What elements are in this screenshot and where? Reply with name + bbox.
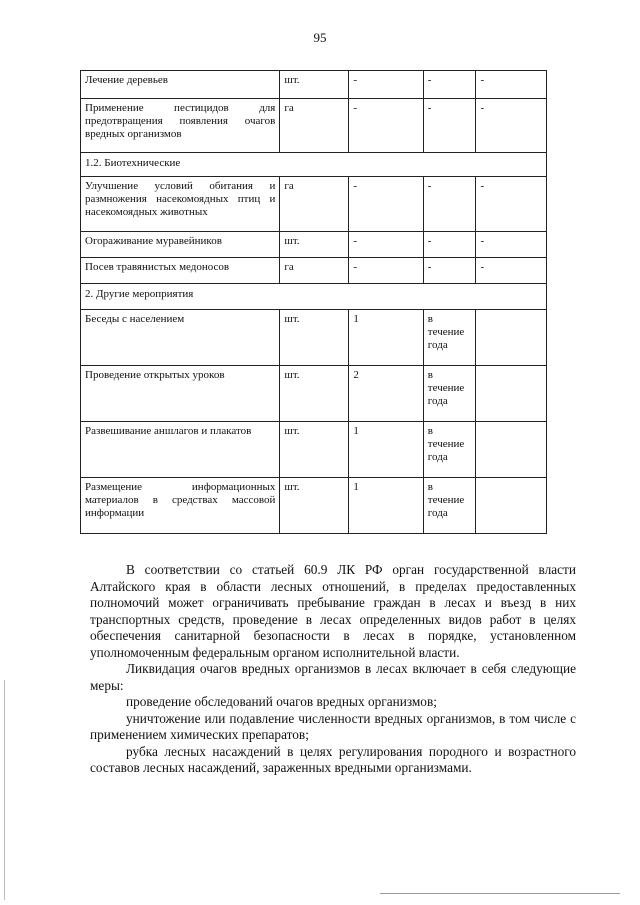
measure-item-felling: рубка лесных насаждений в целях регулирования породного и возрастного составов лесных насаждений, зараженных вредными организмами. [90, 743, 576, 775]
cell-unit: шт. [280, 310, 349, 366]
cell-unit: шт. [280, 71, 349, 99]
table-body [81, 71, 547, 534]
section-title: 1.2. Биотехнические [81, 153, 547, 177]
cell-measure-name: Применение пестицидов для предотвращения появления очагов вредных организмов [81, 99, 280, 153]
cell-volume: - [349, 99, 423, 153]
cell-period: - [423, 99, 476, 153]
cell-measure-name: Посев травянистых медоносов [81, 258, 280, 284]
table-row [81, 177, 547, 232]
cell-measure-name: Проведение открытых уроков [81, 366, 280, 422]
cell-extra: - [476, 232, 547, 258]
cell-unit: шт. [280, 478, 349, 534]
table-row [81, 258, 547, 284]
cell-measure-name: Беседы с населением [81, 310, 280, 366]
cell-extra: - [476, 99, 547, 153]
cell-extra [476, 422, 547, 478]
table-row [81, 99, 547, 153]
cell-unit: га [280, 99, 349, 153]
cell-period: в течение года [423, 310, 476, 366]
scan-artifact-line [380, 893, 620, 894]
table-row [81, 422, 547, 478]
cell-unit: шт. [280, 232, 349, 258]
cell-extra [476, 478, 547, 534]
cell-period: в течение года [423, 478, 476, 534]
cell-unit: га [280, 177, 349, 232]
cell-period: - [423, 232, 476, 258]
cell-volume: 1 [349, 422, 423, 478]
table-row [81, 478, 547, 534]
cell-period: в течение года [423, 366, 476, 422]
cell-measure-name: Улучшение условий обитания и размножения насекомоядных птиц и насекомоядных животных [81, 177, 280, 232]
cell-period: - [423, 177, 476, 232]
cell-period: в течение года [423, 422, 476, 478]
cell-extra: - [476, 177, 547, 232]
table-section-row [81, 284, 547, 310]
cell-volume: - [349, 177, 423, 232]
body-text [90, 562, 576, 777]
cell-measure-name: Развешивание аншлагов и плакатов [81, 422, 280, 478]
cell-measure-name: Лечение деревьев [81, 71, 280, 99]
measure-item-destruction: уничтожение или подавление численности вредных организмов, в том числе с применением химических препаратов; [90, 710, 576, 742]
cell-volume: 1 [349, 478, 423, 534]
table-row [81, 366, 547, 422]
cell-volume: - [349, 71, 423, 99]
cell-volume: 1 [349, 310, 423, 366]
cell-period: - [423, 258, 476, 284]
cell-measure-name: Огораживание муравейников [81, 232, 280, 258]
cell-volume: - [349, 232, 423, 258]
cell-unit: шт. [280, 366, 349, 422]
table-section-row [81, 153, 547, 177]
scan-artifact-edge [4, 680, 5, 900]
cell-volume: - [349, 258, 423, 284]
measures-table [80, 70, 547, 534]
table-row [81, 71, 547, 99]
cell-extra: - [476, 258, 547, 284]
table-row [81, 310, 547, 366]
cell-extra [476, 366, 547, 422]
cell-unit: га [280, 258, 349, 284]
section-title: 2. Другие мероприятия [81, 284, 547, 310]
cell-unit: шт. [280, 422, 349, 478]
cell-extra [476, 310, 547, 366]
cell-measure-name: Размещение информационных материалов в средствах массовой информации [81, 478, 280, 534]
paragraph-legal-basis: В соответствии со статьей 60.9 ЛК РФ орган государственной власти Алтайского края в области лесных отношений, в пределах предоставленных полномочий может ограничивать пребывание граждан в лесах и въезд в них транспортных средств, проведение в лесах определенных видов работ в целях обеспечения санитарной безопасности в лесах в порядке, установленном уполномоченным федеральным органом исполнительной власти. [90, 562, 576, 660]
measure-item-survey: проведение обследований очагов вредных организмов; [126, 694, 437, 709]
paragraph-measures-intro: Ликвидация очагов вредных организмов в лесах включает в себя следующие меры: [90, 661, 576, 693]
table-row [81, 232, 547, 258]
cell-period: - [423, 71, 476, 99]
cell-extra: - [476, 71, 547, 99]
cell-volume: 2 [349, 366, 423, 422]
page-number: 95 [313, 30, 327, 45]
